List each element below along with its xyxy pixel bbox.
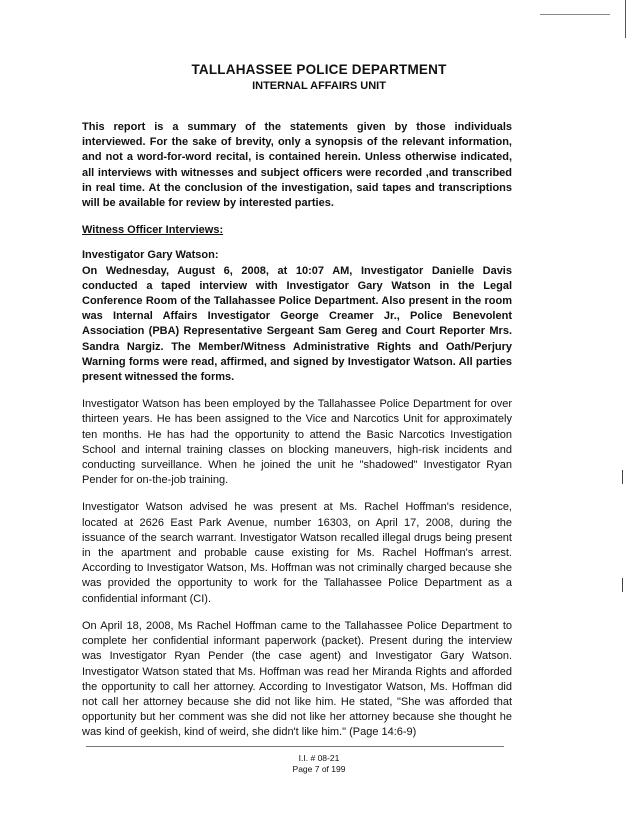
- witness-name-heading: Investigator Gary Watson:: [82, 249, 219, 262]
- interview-lead-paragraph: On Wednesday, August 6, 2008, at 10:07 AM, Investigator Danielle Davis conducted a taped interview with Investigator Gary Watson in the Legal Conference Room of the Tallahassee Police Department. Also present in the room was Internal Affairs Investigator George Creamer Jr., Police Benevolent Association (PBA) Representative Sergeant Sam Gereg and Court Reporter Mrs. Sandra Nargiz. The Member/Witness Administrative Rights and Oath/Perjury Warning forms were read, affirmed, and signed by Investigator Watson. All parties present witnessed the forms.: [82, 264, 512, 384]
- scan-edge-mark: [625, 0, 626, 38]
- body-paragraph: Investigator Watson advised he was present at Ms. Rachel Hoffman's residence, located at 2626 East Park Avenue, number 16303, on April 17, 2008, during the issuance of the search warrant. Investigator Watson recalled illegal drugs being present in the apartment and probable cause existing for Ms. Rachel Hoffman's arrest. According to Investigator Watson, Ms. Hoffman was not criminally charged because she was provided the opportunity to work for the Tallahassee Police Department as a confidential informant (CI).: [82, 501, 512, 605]
- scan-edge-mark: [622, 578, 623, 592]
- page-footer: [0, 753, 638, 775]
- section-title: Witness Officer Interviews:: [82, 224, 224, 237]
- body-paragraph: Investigator Watson has been employed by the Tallahassee Police Department for over thirteen years. He has been assigned to the Vice and Narcotics Unit for approximately ten months. He has had the opportunity to attend the Basic Narcotics Investigation School and internal training classes on blocking maneuvers, high-risk incidents and conducting surveillance. When he joined the unit he "shadowed" Investigator Ryan Pender for on-the-job training.: [82, 398, 512, 487]
- case-number: I.I. # 08-21: [298, 753, 340, 763]
- report-header: [0, 62, 638, 92]
- page-number: Page 7 of 199: [292, 764, 346, 774]
- report-body: [82, 120, 512, 753]
- scan-edge-line: [540, 14, 610, 15]
- department-name: TALLAHASSEE POLICE DEPARTMENT: [191, 62, 447, 77]
- footer-divider: [86, 746, 504, 747]
- body-paragraph: On April 18, 2008, Ms Rachel Hoffman came to the Tallahassee Police Department to complete her confidential informant paperwork (packet). Present during the interview was Investigator Ryan Pender (the case agent) and Investigator Gary Watson. Investigator Watson stated that Ms. Hoffman was read her Miranda Rights and afforded the opportunity to call her attorney. According to Investigator Watson, Ms. Hoffman did not call her attorney because she did not like him. He stated, "She was afforded that opportunity but her comment was she did not like her attorney because she thought he was kind of geekish, kind of weird, she didn't like him." (Page 14:6-9): [82, 619, 512, 739]
- unit-name: INTERNAL AFFAIRS UNIT: [252, 80, 386, 92]
- intro-paragraph: This report is a summary of the statements given by those individuals interviewed. For the sake of brevity, only a synopsis of the relevant information, and not a word-for-word recital, is contained herein. Unless otherwise indicated, all interviews with witnesses and subject officers were recorded ,and transcribed in real time. At the conclusion of the investigation, said tapes and transcriptions will be available for review by interested parties.: [82, 121, 512, 210]
- scan-edge-mark: [622, 470, 623, 484]
